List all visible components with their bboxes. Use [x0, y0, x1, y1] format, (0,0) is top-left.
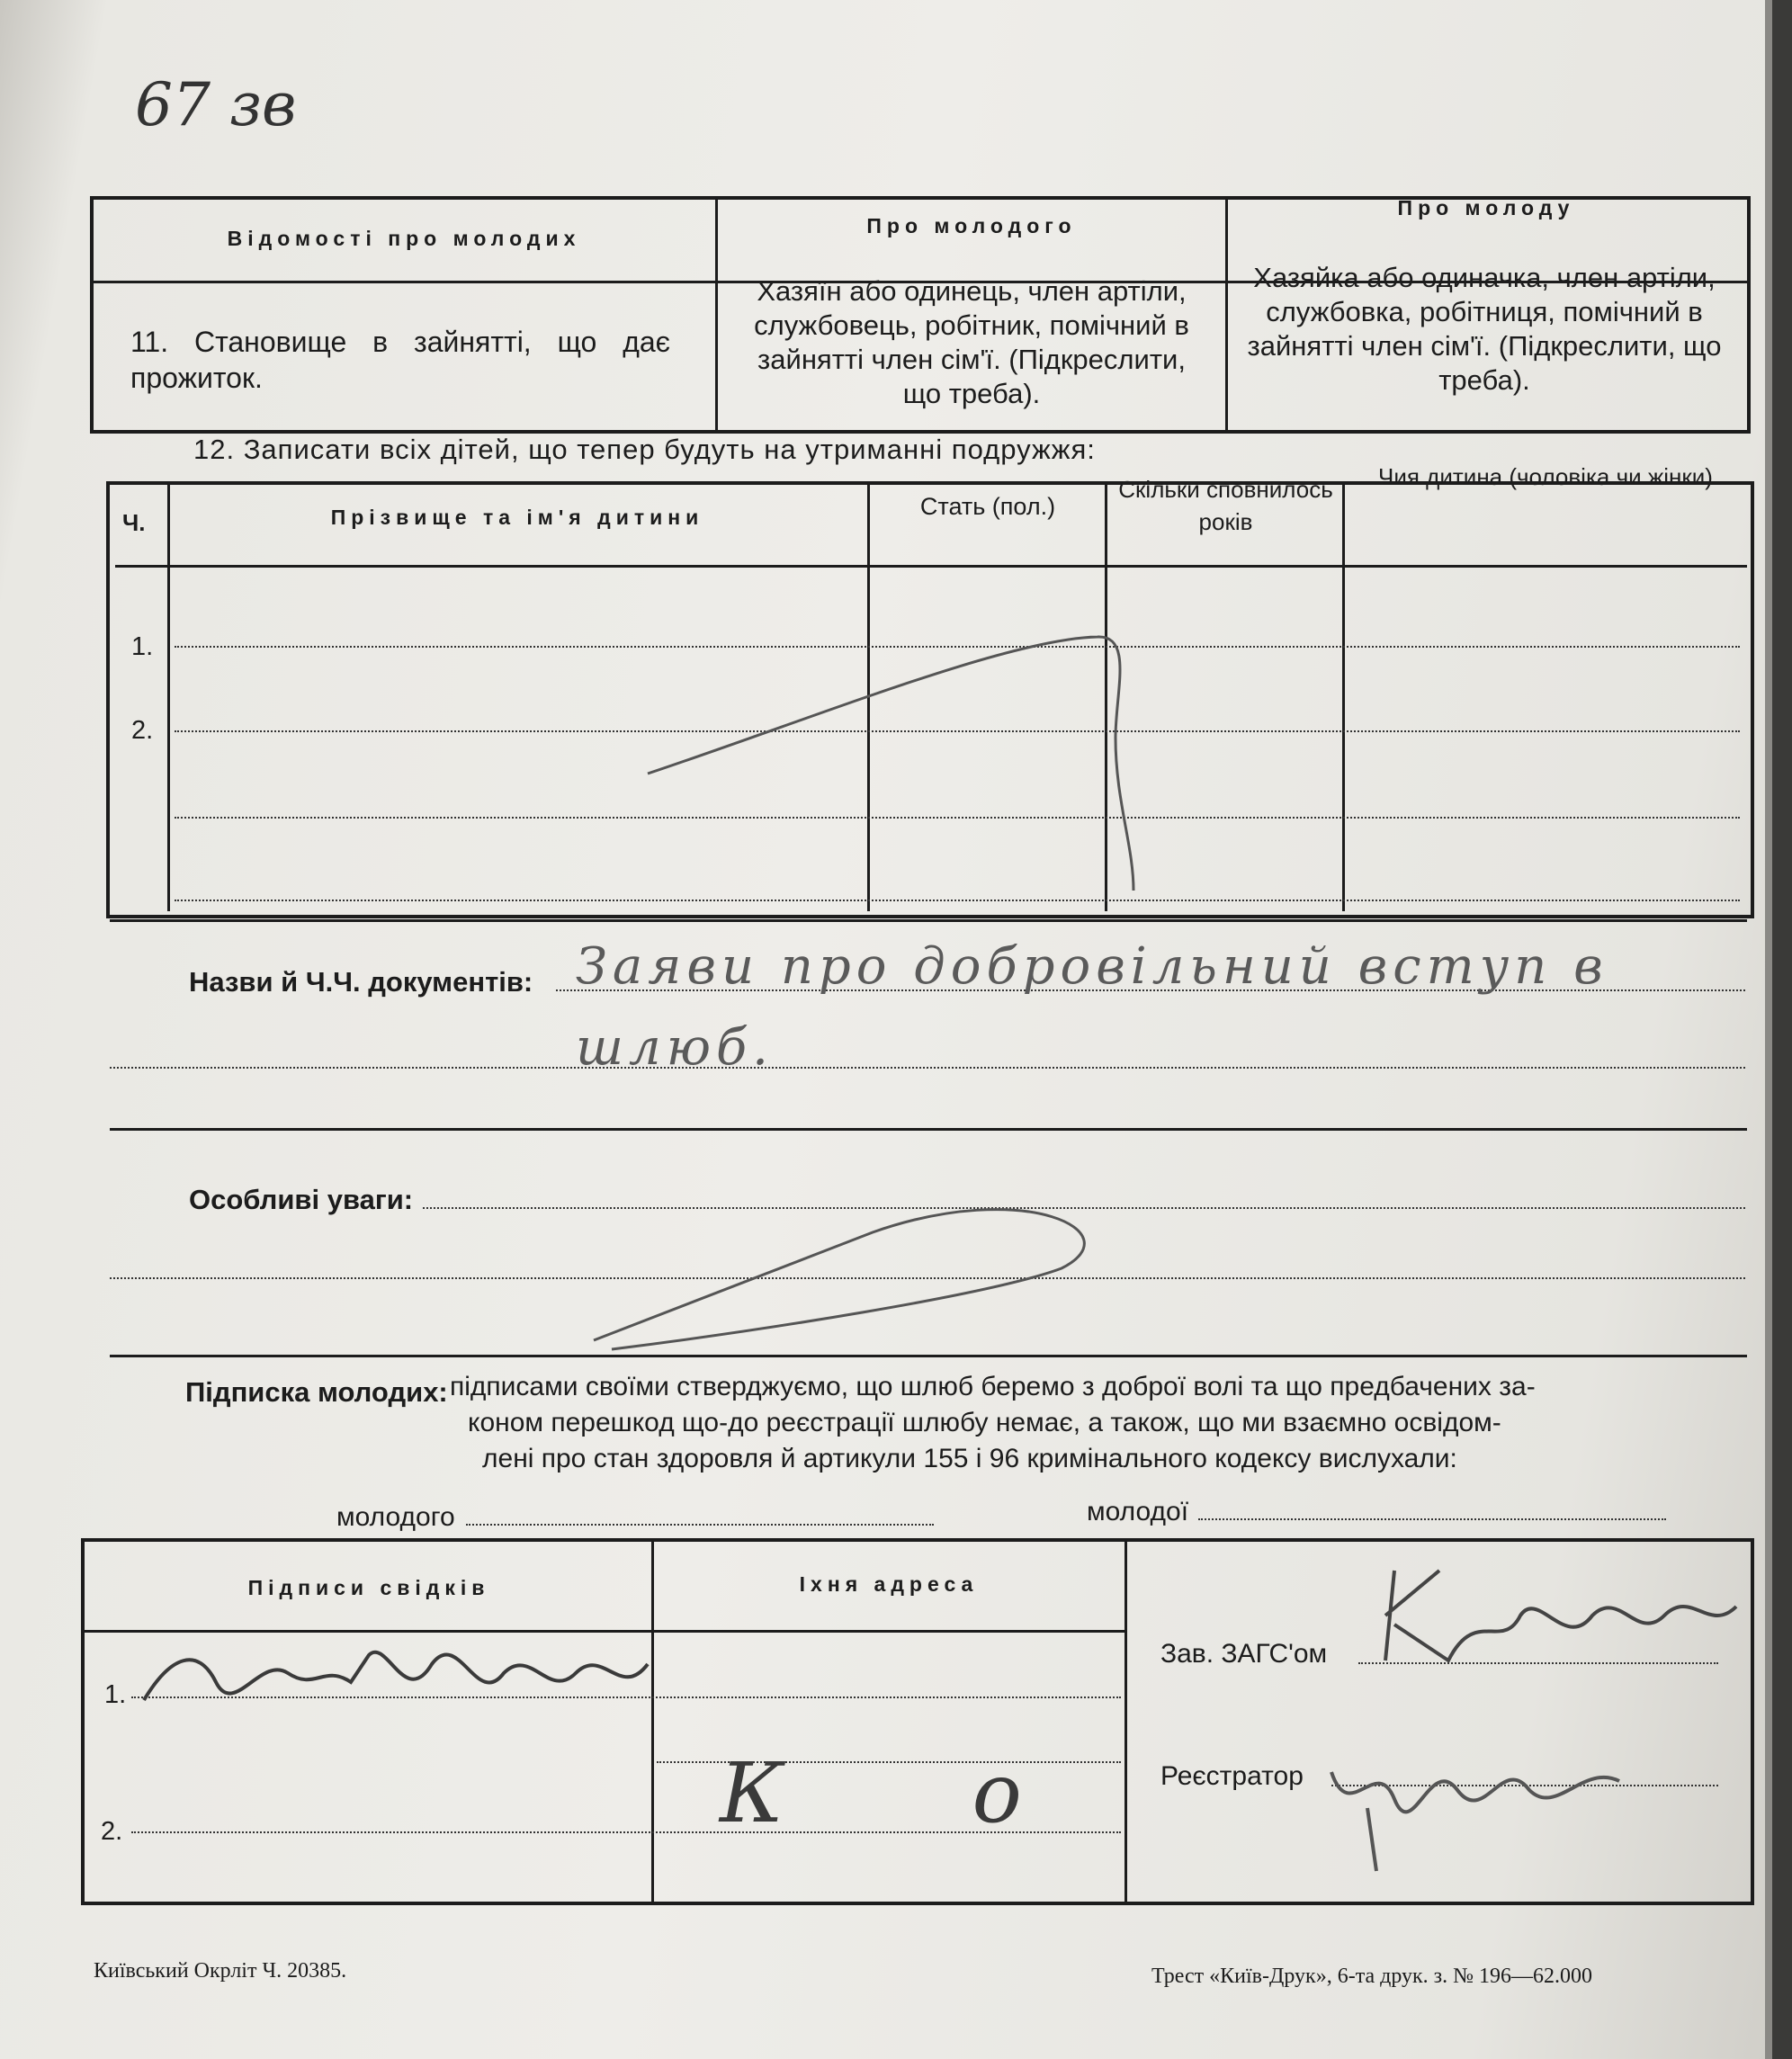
- children-row1-num: 1.: [131, 632, 154, 661]
- children-col-name: Прізвище та ім'я дитини: [330, 506, 704, 529]
- section11-groom-text: Хазяїн або одинець, член артіли, службовець, робітник, помічний в зайнятті член сім'ї. (Підкреслити, що треба).: [754, 275, 1189, 409]
- archive-mark: 67 зв: [135, 70, 297, 139]
- bride-signature-label: молодої: [1087, 1497, 1189, 1526]
- section-rule-1: [110, 919, 1747, 922]
- declaration-line-1: підписами своїми стверджуємо, що шлюб беремо з доброї волі та що предбачених за-: [450, 1372, 1536, 1401]
- children-col-num: Ч.: [122, 509, 146, 536]
- section11-header-bride: Про молоду: [1397, 196, 1575, 219]
- head-signature: [1358, 1553, 1745, 1679]
- section11-header-groom: Про молодого: [866, 214, 1077, 237]
- section11-header-info: Відомості про молодих: [227, 227, 581, 250]
- groom-signature-line: [466, 1524, 934, 1526]
- declaration-line-2: коном перешкод що-до реєстрації шлюбу немає, а також, що ми взаємно освідом-: [468, 1408, 1501, 1437]
- witness-address-handwritten: К о: [720, 1745, 1103, 1841]
- documents-handwritten: Заяви про добровільний вступ в шлюб.: [576, 937, 1608, 1077]
- witnesses-col-signatures: Підписи свідків: [247, 1576, 490, 1599]
- registrar-label: Реєстратор: [1160, 1761, 1304, 1791]
- children-col-sex: Стать (пол.): [919, 493, 1056, 520]
- witness-row2-num: 2.: [101, 1817, 123, 1846]
- children-col-age: Скільки сповнилось років: [1118, 476, 1333, 535]
- section12-title: 12. Записати всіх дітей, що тепер будуть на утриманні подружжя:: [193, 434, 1096, 465]
- documents-line-2: [110, 1067, 1745, 1069]
- groom-signature-label: молодого: [336, 1502, 455, 1532]
- documents-label: Назви й Ч.Ч. документів:: [189, 966, 533, 998]
- section11-divider-1: [715, 196, 718, 430]
- witness-row1-num: 1.: [104, 1680, 127, 1709]
- children-col-divider-1: [167, 481, 170, 911]
- footer-right: Трест «Київ-Друк», 6-та друк. з. № 196—62.000: [1151, 1965, 1593, 1988]
- children-row2-num: 2.: [131, 716, 154, 745]
- section-rule-2: [110, 1128, 1747, 1131]
- page-edge: [1772, 0, 1792, 2059]
- footer-left: Київський Окрліт Ч. 20385.: [94, 1959, 347, 1983]
- witnesses-col-address: Іхня адреса: [799, 1572, 979, 1596]
- page-edge-shadow: [1765, 0, 1772, 2059]
- children-col-whose: Чия дитина (чоловіка чи жінки): [1378, 463, 1713, 490]
- section-rule-3: [110, 1355, 1747, 1357]
- bride-signature-line: [1198, 1518, 1666, 1520]
- notes-crossout-mark: [576, 1160, 1116, 1358]
- witnesses-divider-2: [1124, 1538, 1127, 1902]
- children-crossout-mark: [630, 621, 1151, 909]
- section11-divider-2: [1225, 196, 1228, 430]
- children-col-divider-4: [1342, 481, 1345, 911]
- head-label: Зав. ЗАГС'ом: [1160, 1639, 1328, 1669]
- declaration-label: Підписка молодих:: [185, 1376, 448, 1408]
- declaration-line-3: лені про стан здоровля й артикули 155 і 96 кримінального кодексу вислухали:: [482, 1444, 1457, 1473]
- section11-row-label: 11. Становище в зайнятті, що дає прожиток.: [130, 326, 670, 394]
- children-header-rule: [115, 565, 1747, 568]
- notes-label: Особливі уваги:: [189, 1184, 414, 1215]
- witness-1-signature: [135, 1628, 657, 1727]
- section11-bride-text: Хазяйка або одиначка, член артіли, службовка, робітниця, помічний в зайнятті член сім'ї. (Підкреслити, що треба).: [1247, 262, 1722, 396]
- registrar-signature: [1313, 1718, 1637, 1880]
